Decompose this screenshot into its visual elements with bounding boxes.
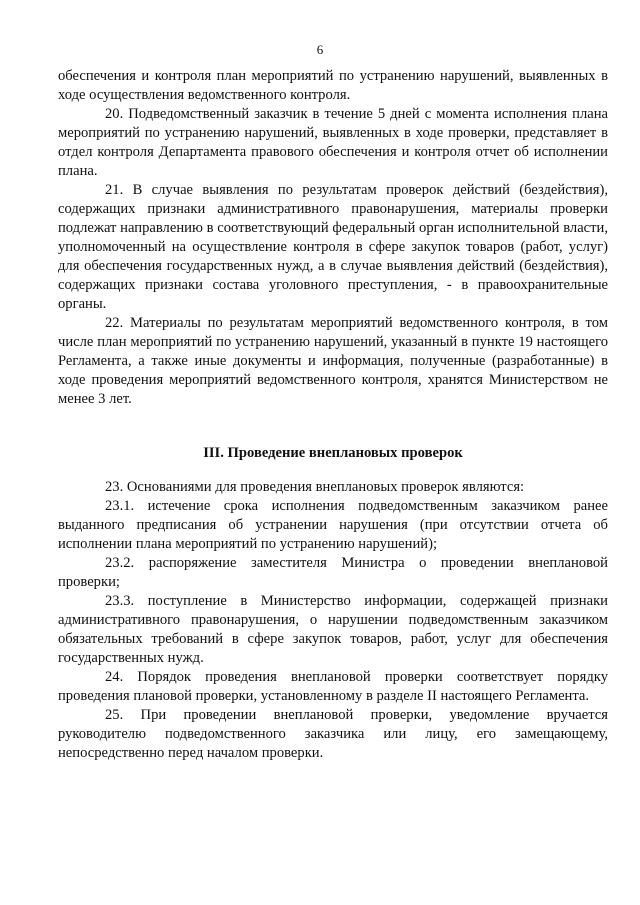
paragraph-21: 21. В случае выявления по результатам проверок действий (бездействия), содержащих признаки административного правонарушения, материалы проверки подлежат направлению в соответствующий федеральный орган исполнительной власти, уполномоченный на осуществление контроля в сфере закупок товаров (работ, услуг) для обеспечения государственных нужд, а в случае выявления действий (бездействия), содержащих признаки состава уголовного преступления, - в правоохранительные органы. <box>58 182 608 312</box>
section-heading: III. Проведение внеплановых проверок <box>203 445 463 461</box>
paragraph-23-2: 23.2. распоряжение заместителя Министра о проведении внеплановой проверки; <box>58 555 608 590</box>
paragraph-24: 24. Порядок проведения внеплановой проверки соответствует порядку проведения плановой проверки, установленному в разделе II настоящего Регламента. <box>58 669 608 704</box>
page-number: 6 <box>316 42 324 57</box>
paragraph-20: 20. Подведомственный заказчик в течение 5 дней с момента исполнения плана мероприятий по устранению нарушений, выявленных в ходе проверки, представляет в отдел контроля Департамента правового обеспечения и контроля отчет об исполнении плана. <box>58 106 608 179</box>
document-body <box>58 67 608 763</box>
paragraph-23: 23. Основаниями для проведения внеплановых проверок являются: <box>105 479 525 495</box>
paragraph-22: 22. Материалы по результатам мероприятий ведомственного контроля, в том числе план мероприятий по устранению нарушений, указанный в пункте 19 настоящего Регламента, а также иные документы и информация, полученные (разработанные) в ходе проведения мероприятий ведомственного контроля, хранятся Министерством не менее 3 лет. <box>58 315 608 407</box>
paragraph-continuation: обеспечения и контроля план мероприятий по устранению нарушений, выявленных в ходе осуществления ведомственного контроля. <box>58 68 608 103</box>
paragraph-23-3: 23.3. поступление в Министерство информации, содержащей признаки административного правонарушения, о нарушении подведомственным заказчиком обязательных требований в сфере закупок товаров, работ, услуг для обеспечения государственных нужд. <box>58 593 608 666</box>
paragraph-25: 25. При проведении внеплановой проверки, уведомление вручается руководителю подведомственного заказчика или лицу, его замещающему, непосредственно перед началом проверки. <box>58 707 608 761</box>
paragraph-23-1: 23.1. истечение срока исполнения подведомственным заказчиком ранее выданного предписания об устранении нарушения (при отсутствии отчета об исполнении плана мероприятий по устранению нарушений); <box>58 498 608 552</box>
